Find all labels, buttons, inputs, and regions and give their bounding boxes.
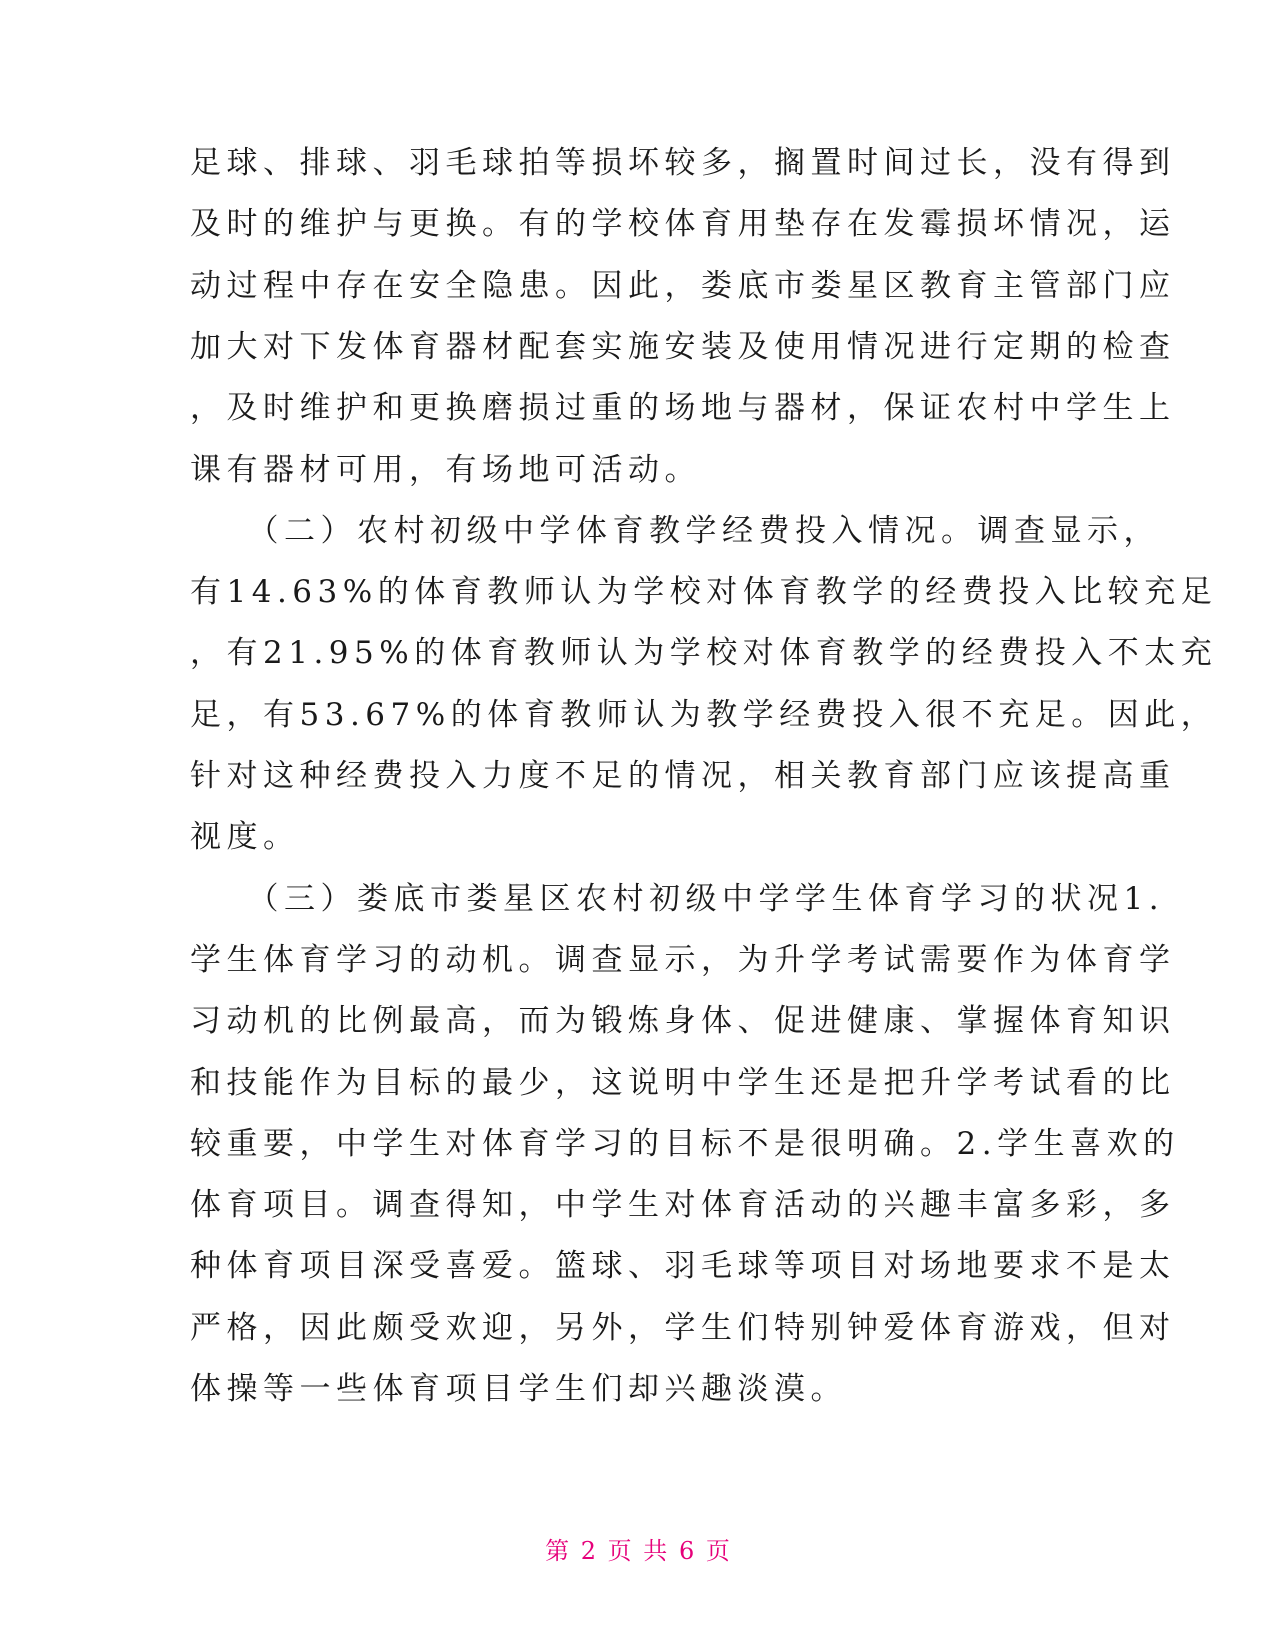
text-line: ，有21.95%的体育教师认为学校对体育教学的经费投入不太充 <box>190 635 1218 672</box>
page-number: 第 2 页 共 6 页 <box>545 1537 730 1565</box>
text-line: 足球、排球、羽毛球拍等损坏较多，搁置时间过长，没有得到 <box>190 145 1176 181</box>
text-line: 严格，因此颇受欢迎，另外，学生们特别钟爱体育游戏，但对 <box>190 1309 1176 1346</box>
text-line: 学生体育学习的动机。调查显示，为升学考试需要作为体育学 <box>190 941 1176 978</box>
text-line: 课有器材可用，有场地可活动。 <box>190 451 701 488</box>
text-line: 种体育项目深受喜爱。篮球、羽毛球等项目对场地要求不是太 <box>190 1248 1176 1285</box>
text-line: 和技能作为目标的最少，这说明中学生还是把升学考试看的比 <box>190 1064 1176 1101</box>
text-line: 较重要，中学生对体育学习的目标不是很明确。2.学生喜欢的 <box>190 1125 1180 1162</box>
text-line: 有14.63%的体育教师认为学校对体育教学的经费投入比较充足 <box>190 574 1218 611</box>
text-line: 针对这种经费投入力度不足的情况，相关教育部门应该提高重 <box>190 758 1176 794</box>
text-line: 习动机的比例最高，而为锻炼身体、促进健康、掌握体育知识 <box>190 1003 1176 1040</box>
text-line: 足，有53.67%的体育教师认为教学经费投入很不充足。因此， <box>190 696 1218 733</box>
text-line: 视度。 <box>190 819 300 856</box>
text-line: ，及时维护和更换磨损过重的场地与器材，保证农村中学生上 <box>190 390 1176 427</box>
text-line: 动过程中存在安全隐患。因此，娄底市娄星区教育主管部门应 <box>190 267 1176 304</box>
text-line: 加大对下发体育器材配套实施安装及使用情况进行定期的检查 <box>190 328 1176 365</box>
text-line: （二）农村初级中学体育教学经费投入情况。调查显示， <box>190 512 1160 549</box>
text-line: 体操等一些体育项目学生们却兴趣淡漠。 <box>190 1371 847 1407</box>
text-line: 及时的维护与更换。有的学校体育用垫存在发霉损坏情况，运 <box>190 206 1176 243</box>
text-line: 体育项目。调查得知，中学生对体育活动的兴趣丰富多彩，多 <box>190 1187 1176 1224</box>
text-line: （三）娄底市娄星区农村初级中学学生体育学习的状况1. <box>190 880 1165 917</box>
